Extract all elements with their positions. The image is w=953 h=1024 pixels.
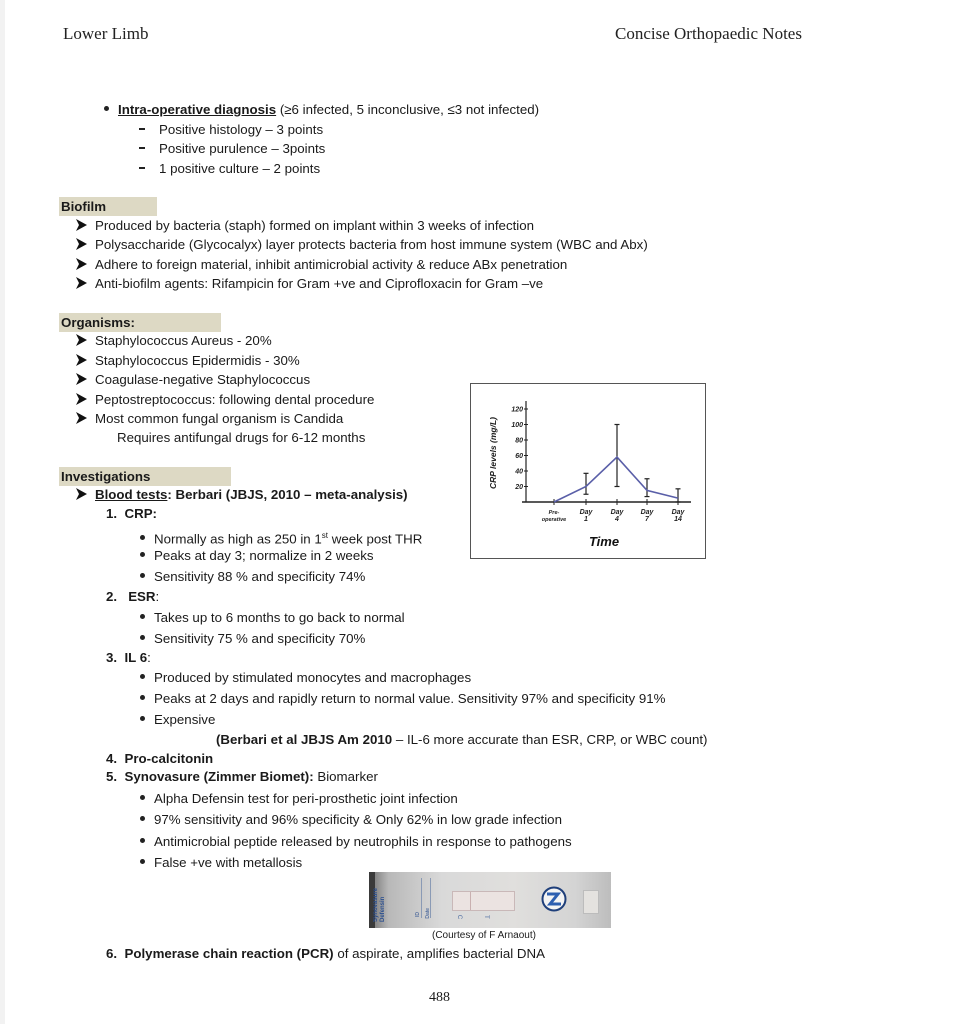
organism-item: Staphylococcus Epidermidis - 30% xyxy=(76,352,300,370)
x-tick-label: Day xyxy=(640,509,654,516)
il6-heading: 3. IL 6: xyxy=(106,650,151,665)
sample-well xyxy=(583,890,599,914)
x-tick-label: Day xyxy=(671,509,685,516)
il6-item: Expensive xyxy=(140,711,215,729)
crp-series-line xyxy=(554,457,678,502)
x-tick-label: 14 xyxy=(674,516,682,523)
y-tick-label: 60 xyxy=(515,453,523,460)
arrow-bullet-icon xyxy=(76,277,87,289)
organism-item: Peptostreptococcus: following dental procedure xyxy=(76,391,374,409)
c-label: C xyxy=(456,914,463,920)
esr-heading: 2. ESR: xyxy=(106,589,160,604)
arrow-bullet-icon xyxy=(76,412,87,424)
crp-item: Normally as high as 250 in 1st week post THR xyxy=(140,527,422,548)
pcr-heading: 6. Polymerase chain reaction (PCR) of aspirate, amplifies bacterial DNA xyxy=(106,946,545,961)
bullet-icon xyxy=(140,635,145,640)
arrow-bullet-icon xyxy=(76,373,87,385)
x-tick-label: Pre- xyxy=(548,510,560,516)
intraop-item: 1 positive culture – 2 points xyxy=(139,160,320,178)
intraop-line xyxy=(104,101,539,119)
synovasure-item: Antimicrobial peptide released by neutrophils in response to pathogens xyxy=(140,833,572,851)
synovasure-item: Alpha Defensin test for peri-prosthetic joint infection xyxy=(140,790,458,808)
organism-item: Most common fungal organism is Candida xyxy=(76,410,343,428)
bullet-icon xyxy=(140,795,145,800)
il6-reference: (Berbari et al JBJS Am 2010 – IL-6 more accurate than ESR, CRP, or WBC count) xyxy=(216,732,708,747)
biofilm-item: Produced by bacteria (staph) formed on implant within 3 weeks of infection xyxy=(76,217,534,235)
bullet-icon xyxy=(140,716,145,721)
bullet-icon xyxy=(140,695,145,700)
id-label: ID xyxy=(415,912,421,917)
bullet-icon xyxy=(140,674,145,679)
bullet-icon xyxy=(140,552,145,557)
bullet-icon xyxy=(140,816,145,821)
arrow-bullet-icon xyxy=(76,354,87,366)
synovasure-heading: 5. Synovasure (Zimmer Biomet): Biomarker xyxy=(106,769,378,784)
section-heading-organisms: Organisms: xyxy=(59,313,221,332)
crp-chart xyxy=(470,383,706,559)
blood-tests-label: Blood tests xyxy=(95,487,168,502)
intraop-title: Intra-operative diagnosis xyxy=(118,102,277,117)
biofilm-item: Anti-biofilm agents: Rifampicin for Gram +ve and Ciprofloxacin for Gram –ve xyxy=(76,275,543,293)
x-tick-label: Day xyxy=(610,509,624,516)
synovasure-test-photo xyxy=(369,872,611,928)
intraop-item: Positive purulence – 3points xyxy=(139,140,325,158)
arrow-bullet-icon xyxy=(76,219,87,231)
dash-icon xyxy=(139,147,145,149)
organism-item: Staphylococcus Aureus - 20% xyxy=(76,332,272,350)
y-axis-label: CRP levels (mg/L) xyxy=(488,417,498,489)
arrow-bullet-icon xyxy=(76,334,87,346)
synovasure-item: 97% sensitivity and 96% specificity & Only 62% in low grade infection xyxy=(140,811,562,829)
esr-item: Takes up to 6 months to go back to normal xyxy=(140,609,405,627)
result-window xyxy=(452,891,515,911)
zimmer-logo-icon xyxy=(541,886,567,912)
x-tick-label: Day xyxy=(579,509,593,516)
section-heading-investigations: Investigations xyxy=(59,467,231,486)
running-header-left: Lower Limb xyxy=(63,24,149,43)
y-tick-label: 80 xyxy=(515,437,523,445)
x-tick-label: 4 xyxy=(615,516,619,523)
intraop-item: Positive histology – 3 points xyxy=(139,121,323,139)
brand-label: Synovasure Defensin xyxy=(373,887,386,922)
crp-item: Sensitivity 88 % and specificity 74% xyxy=(140,568,365,586)
x-tick-label: operative xyxy=(541,517,567,523)
synovasure-item: False +ve with metallosis xyxy=(140,854,302,872)
bullet-icon xyxy=(140,614,145,619)
biofilm-item: Polysaccharide (Glycocalyx) layer protects bacteria from host immune system (WBC and Abx) xyxy=(76,236,648,254)
bullet-icon xyxy=(140,573,145,578)
arrow-bullet-icon xyxy=(76,393,87,405)
arrow-bullet-icon xyxy=(76,258,87,270)
photo-caption: (Courtesy of F Arnaout) xyxy=(432,930,536,941)
arrow-bullet-icon xyxy=(76,488,87,500)
bullet-icon xyxy=(140,535,145,540)
id-line xyxy=(421,878,422,918)
dash-icon xyxy=(139,128,145,130)
organism-subnote: Requires antifungal drugs for 6-12 months xyxy=(117,430,366,445)
arrow-bullet-icon xyxy=(76,238,87,250)
bullet-icon xyxy=(104,106,109,111)
procalcitonin-heading: 4. Pro-calcitonin xyxy=(106,751,214,766)
il6-item: Produced by stimulated monocytes and macrophages xyxy=(140,669,471,687)
section-heading-biofilm: Biofilm xyxy=(59,197,157,216)
page-edge xyxy=(0,0,5,1024)
page-number: 488 xyxy=(429,990,450,1005)
crp-line-chart xyxy=(471,384,705,558)
bullet-icon xyxy=(140,859,145,864)
y-tick-label: 120 xyxy=(511,406,523,414)
x-tick-label: 1 xyxy=(584,516,588,523)
blood-tests-ref: : Berbari (JBJS, 2010 – meta-analysis) xyxy=(167,487,408,502)
t-label: T xyxy=(482,915,489,919)
crp-item: Peaks at day 3; normalize in 2 weeks xyxy=(140,547,374,565)
bullet-icon xyxy=(140,838,145,843)
x-axis-label: Time xyxy=(588,534,620,549)
il6-item: Peaks at 2 days and rapidly return to normal value. Sensitivity 97% and specificity 91% xyxy=(140,690,665,708)
intraop-criteria: (≥6 infected, 5 inconclusive, ≤3 not infected) xyxy=(276,102,540,117)
esr-item: Sensitivity 75 % and specificity 70% xyxy=(140,630,365,648)
blood-tests-line xyxy=(76,486,408,504)
x-tick-label: 7 xyxy=(645,516,649,523)
date-label: Date xyxy=(425,908,431,919)
biofilm-item: Adhere to foreign material, inhibit antimicrobial activity & reduce ABx penetration xyxy=(76,256,567,274)
y-tick-label: 100 xyxy=(511,422,523,429)
control-line xyxy=(470,892,471,910)
organism-item: Coagulase-negative Staphylococcus xyxy=(76,371,310,389)
y-tick-label: 40 xyxy=(515,468,523,476)
running-header-right: Concise Orthopaedic Notes xyxy=(615,24,802,43)
dash-icon xyxy=(139,167,145,169)
y-tick-label: 20 xyxy=(515,484,523,491)
crp-heading: 1. CRP: xyxy=(106,506,157,521)
